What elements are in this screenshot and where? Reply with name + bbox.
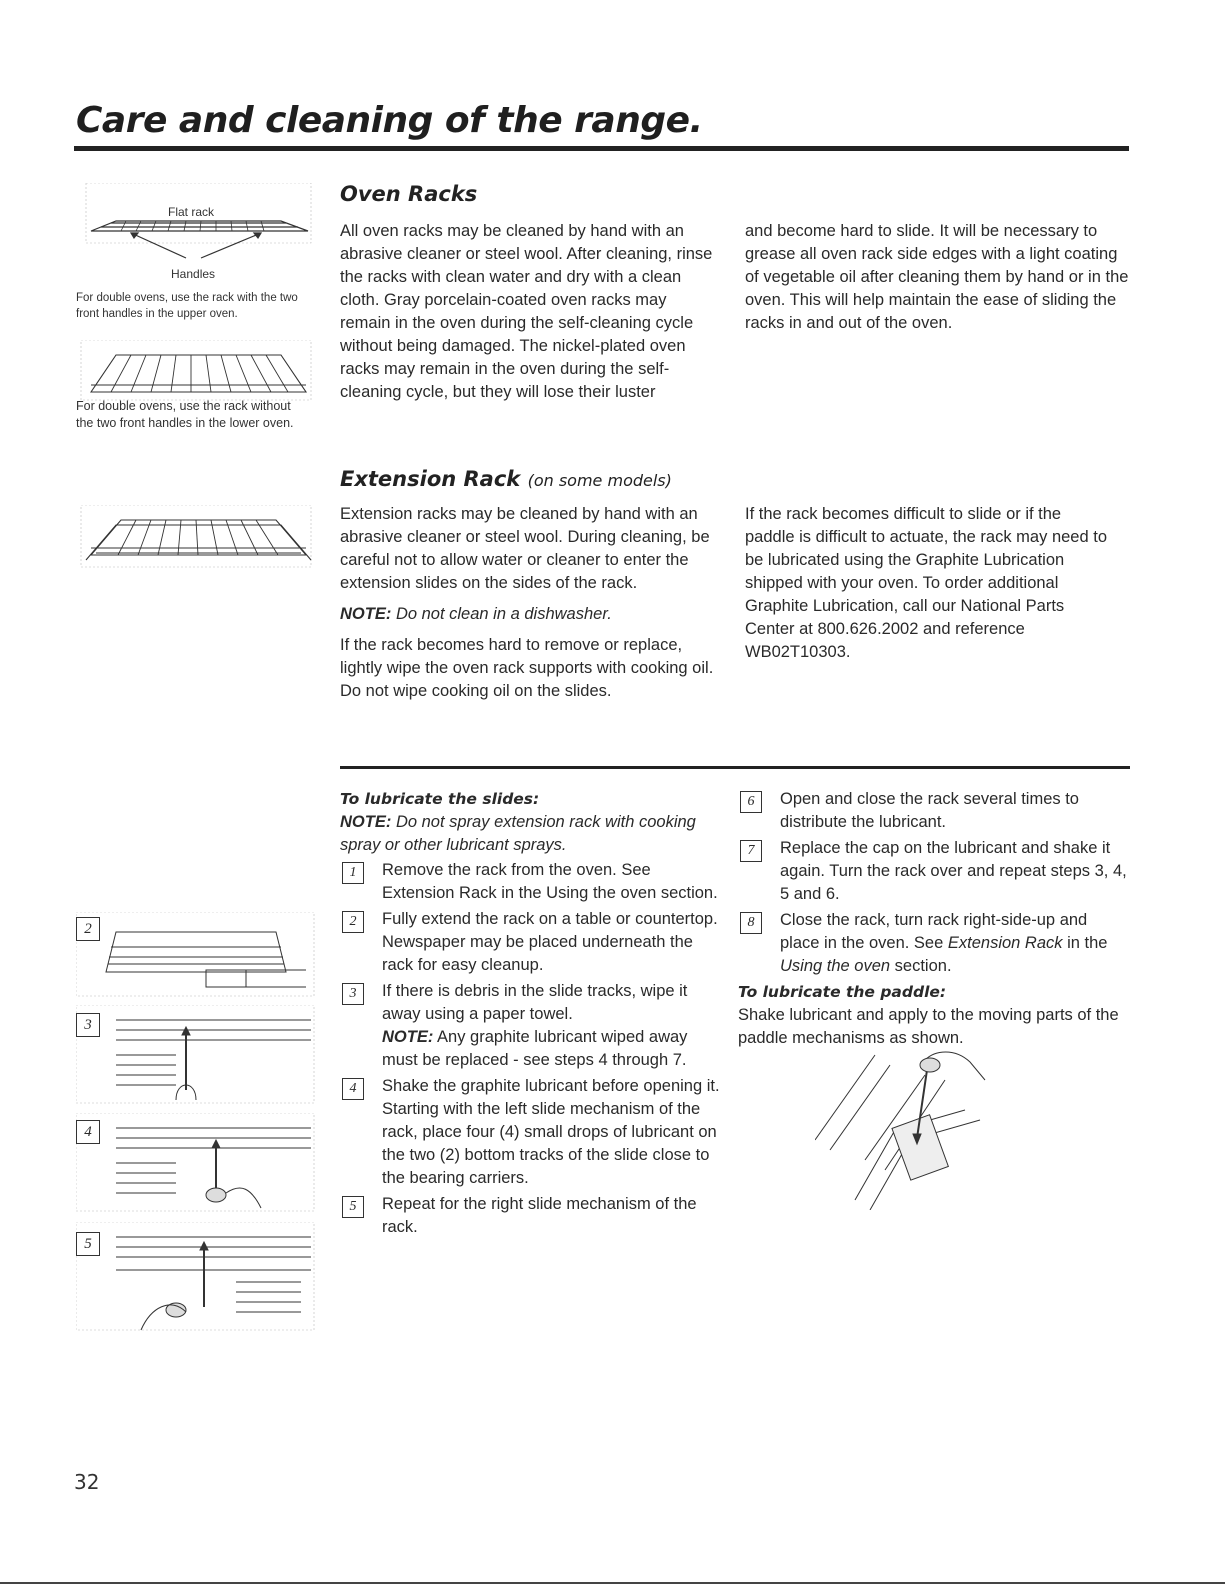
step-number: 8 [740, 912, 762, 934]
step-8 [738, 909, 1128, 978]
extension-rack-subtitle: (on some models) [527, 471, 672, 490]
step-text: Replace the cap on the lubricant and shake it again. Turn the rack over and repeat steps 3, 4, 5 and 6. [780, 839, 1127, 903]
extension-rack-col2: If the rack becomes difficult to slide or if the paddle is difficult to actuate, the rack may need to be lubricated using the Graphite Lubrication shipped with your oven. To order additional Graphite Lubrication, call our National Parts Center at 800.626.2002 and reference WB02T10303. [745, 505, 1107, 661]
upper-oven-caption: For double ovens, use the rack with the two front handles in the upper oven. [76, 292, 298, 320]
step-6 [738, 788, 1128, 834]
oven-racks-col2: and become hard to slide. It will be necessary to grease all oven rack side edges with a light coating of vegetable oil after cleaning them by hand or in the oven. This will help maintain the ease of sliding the racks in and out of the oven. [745, 222, 1129, 332]
step-number: 7 [740, 840, 762, 862]
step-text-e: section. [890, 957, 952, 975]
extension-rack-p2: If the rack becomes hard to remove or replace, lightly wipe the oven rack supports with cooking oil. Do not wipe cooking oil on the slides. [340, 636, 714, 700]
lubricate-paddle-text: Shake lubricant and apply to the moving parts of the paddle mechanisms as shown. [738, 1006, 1119, 1047]
step-7 [738, 837, 1128, 906]
extension-rack-p1: Extension racks may be cleaned by hand with an abrasive cleaner or steel wool. During cleaning, be careful not to allow water or cleaner to enter the extension slides on the sides of the rack. [340, 505, 710, 592]
step-text-d: Using the oven [780, 957, 891, 975]
title-rule [74, 146, 1129, 151]
oven-racks-col1: All oven racks may be cleaned by hand with an abrasive cleaner or steel wool. After cleaning, rinse the racks with clean water and dry with a clean cloth. Gray porcelain-coated oven racks may remain in the oven during the self-cleaning cycle without being damaged. The nickel-plated oven racks may remain in the oven during the self-cleaning cycle, but they will lose their luster [340, 222, 713, 401]
page-title: Care and cleaning of the range. [76, 100, 703, 141]
note-text: Do not clean in a dishwasher. [395, 605, 612, 623]
lubricate-slides-col2 [738, 788, 1128, 1058]
bottom-rule [0, 1582, 1225, 1584]
lower-oven-caption: For double ovens, use the rack without the two front handles in the lower oven. [76, 399, 294, 430]
step-text: Repeat for the right slide mechanism of the rack. [382, 1195, 697, 1236]
step-text: Remove the rack from the oven. See Extension Rack in the Using the oven section. [382, 861, 718, 902]
note-label: NOTE: [340, 813, 392, 831]
step-text: If there is debris in the slide tracks, wipe it away using a paper towel. [382, 982, 688, 1023]
step-3-note-text: Any graphite lubricant wiped away must be replaced - see steps 4 through 7. [382, 1028, 688, 1069]
step-text: Fully extend the rack on a table or countertop. Newspaper may be placed underneath the rack for easy cleanup. [382, 910, 718, 974]
lubricate-paddle-heading: To lubricate the paddle: [738, 983, 947, 1001]
step-4-illustration [76, 1113, 316, 1213]
step-number: 4 [342, 1078, 364, 1100]
figure-number-4: 4 [76, 1120, 100, 1144]
handles-label: Handles [171, 267, 216, 281]
step-text: Shake the graphite lubricant before opening it. Starting with the left slide mechanism of the rack, place four (4) small drops of lubricant on the two (2) bottom tracks of the slide close to the bearing carriers. [382, 1077, 720, 1187]
figure-number-5: 5 [76, 1232, 100, 1256]
step-5-illustration [76, 1222, 316, 1332]
oven-racks-heading: Oven Racks [340, 182, 478, 206]
step-5 [340, 1193, 725, 1239]
lubricate-slides-col1 [340, 788, 725, 1242]
step-3-illustration [76, 1005, 316, 1105]
extension-rack-illustration [76, 505, 316, 570]
step-number: 1 [342, 862, 364, 884]
lubricate-slides-heading: To lubricate the slides: [340, 790, 540, 808]
step-text-c: in the [1062, 934, 1108, 952]
step-text: Open and close the rack several times to distribute the lubricant. [780, 790, 1079, 831]
figure-number-2: 2 [76, 917, 100, 941]
page-number: 32 [74, 1470, 100, 1494]
figure-number-3: 3 [76, 1013, 100, 1037]
step-2-illustration [76, 912, 316, 997]
note-text: Do not spray extension rack with cooking spray or other lubricant sprays. [340, 813, 696, 854]
rack-without-handles-illustration [76, 340, 316, 402]
lubricate-slides-note [340, 811, 725, 857]
paddle-lubrication-illustration [815, 1050, 995, 1210]
extension-rack-note [340, 603, 720, 626]
step-text-b: Extension Rack [947, 934, 1063, 952]
extension-rack-col1 [340, 503, 720, 711]
step-4 [340, 1075, 725, 1190]
extension-rack-heading [340, 467, 672, 491]
step-text-a: Close the rack, turn rack right-side-up and place in the oven. See [780, 911, 1088, 952]
step-number: 2 [342, 911, 364, 933]
step-2 [340, 908, 725, 977]
step-1 [340, 859, 725, 905]
note-label: NOTE: [340, 605, 392, 623]
step-3-note-label: NOTE: [382, 1028, 434, 1046]
flat-rack-label: Flat rack [168, 205, 215, 219]
step-3 [340, 980, 725, 1072]
step-number: 5 [342, 1196, 364, 1218]
section-rule [340, 766, 1130, 769]
step-number: 6 [740, 791, 762, 813]
step-number: 3 [342, 983, 364, 1005]
extension-rack-title: Extension Rack [340, 467, 521, 491]
